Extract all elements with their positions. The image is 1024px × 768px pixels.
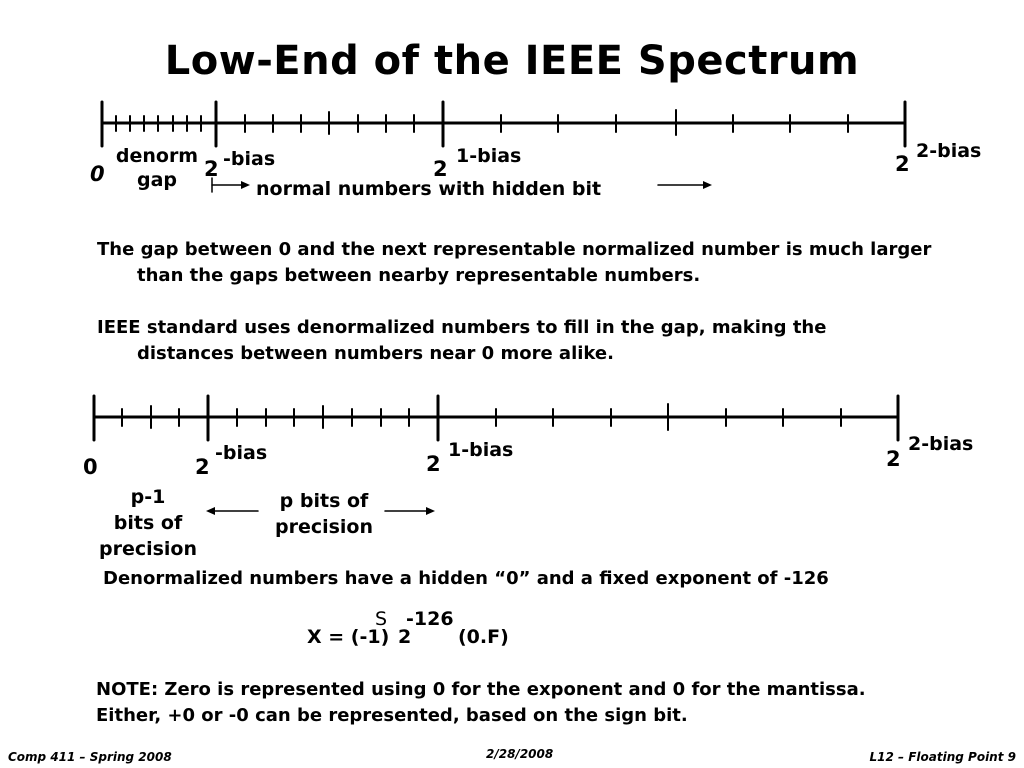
denorm-gap-line1: denorm [115,145,199,167]
line1-mark3-base: 2 [895,152,910,176]
zero-note-line1: NOTE: Zero is represented using 0 for the exponent and 0 for the mantissa. [96,679,866,700]
formula-exponent: -126 [406,608,454,630]
formula-base: 2 [398,626,412,648]
normal-precision-label [264,488,384,540]
footer-slide-number: L12 – Floating Point 9 [869,750,1016,764]
line1-mark3-exponent: 2-bias [916,140,982,162]
formula-mantissa: (0.F) [458,626,509,648]
zero-note [96,677,866,729]
normal-precision-line2: precision [274,516,374,538]
line1-mark2-base: 2 [433,157,448,181]
line2-mark3-exponent: 2-bias [908,433,974,455]
denorm-explanation-paragraph [97,315,826,367]
line2-zero-label: 0 [83,455,98,479]
denorm-precision-line3: precision [98,538,198,560]
denorm-precision-label [92,484,204,562]
denorm-explanation-line1: IEEE standard uses denormalized numbers to fill in the gap, making the [97,317,827,338]
line1-mark2-exponent: 1-bias [456,145,522,167]
gap-explanation-line2: than the gaps between nearby representable numbers. [137,265,701,286]
denorm-precision-line2: bits of [113,512,183,534]
denorm-gap-line2: gap [136,169,178,191]
denorm-statement: Denormalized numbers have a hidden “0” and a fixed exponent of -126 [103,568,829,589]
normal-precision-line1: p bits of [279,490,369,512]
footer-date: 2/28/2008 [486,747,554,761]
line2-mark3-base: 2 [886,447,901,471]
formula-sign-exponent: S [375,608,388,630]
line1-zero-label: 0 [90,162,105,186]
denorm-gap-label [115,144,199,192]
gap-explanation-paragraph [97,237,931,289]
footer-course: Comp 411 – Spring 2008 [8,750,172,764]
line2-mark2-exponent: 1-bias [448,439,514,461]
slide-title: Low-End of the IEEE Spectrum [164,38,860,84]
line2-mark1-base: 2 [195,455,210,479]
line2-mark1-exponent: -bias [215,442,268,464]
denorm-explanation-line2: distances between numbers near 0 more alike. [137,343,614,364]
zero-note-line2: Either, +0 or -0 can be represented, based on the sign bit. [96,705,688,726]
denorm-precision-line1: p-1 [130,486,166,508]
formula-lhs: X = (-1) [307,626,390,648]
gap-explanation-line1: The gap between 0 and the next representable normalized number is much larger [97,239,932,260]
line1-mark1-exponent: -bias [223,148,276,170]
line1-mark1-base: 2 [204,157,219,181]
normal-numbers-caption: normal numbers with hidden bit [256,178,602,200]
line2-mark2-base: 2 [426,452,441,476]
